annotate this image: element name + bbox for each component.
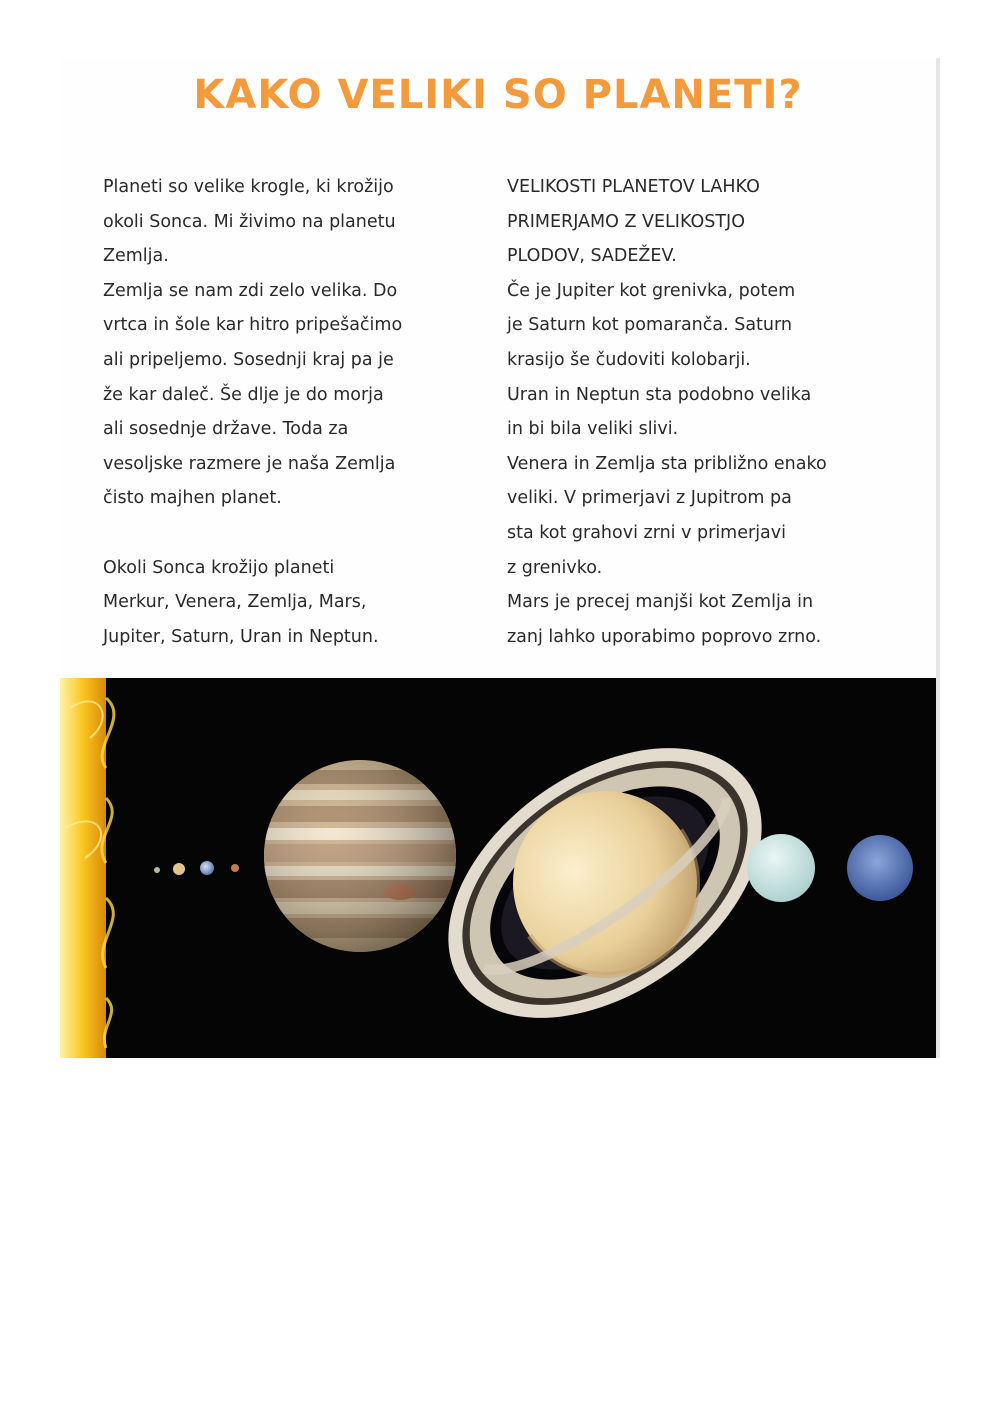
solar-system-svg xyxy=(60,678,936,1058)
paragraph-line: čisto majhen planet. xyxy=(103,488,282,509)
document-page xyxy=(60,58,936,1058)
paragraph-gap xyxy=(103,516,473,551)
paragraph-line: ali sosednje države. Toda za xyxy=(103,419,349,440)
paragraph-line: je Saturn kot pomaranča. Saturn xyxy=(507,315,792,336)
paragraph-line: vrtca in šole kar hitro pripešačimo xyxy=(103,315,403,336)
paragraph-line: že kar daleč. Še dlje je do morja xyxy=(103,384,384,405)
paragraph-line: Okoli Sonca krožijo planeti xyxy=(103,557,335,578)
paragraph-line: vesoljske razmere je naša Zemlja xyxy=(103,453,396,474)
paragraph-line: Če je Jupiter kot grenivka, potem xyxy=(507,280,796,301)
paragraph-line: krasijo še čudoviti kolobarji. xyxy=(507,349,751,370)
mercury-icon xyxy=(154,867,160,873)
paragraph-line: in bi bila veliki slivi. xyxy=(507,419,679,440)
paragraph-line: zanj lahko uporabimo poprovo zrno. xyxy=(507,626,822,647)
earth-icon xyxy=(200,861,214,875)
paragraph-line: sta kot grahovi zrni v primerjavi xyxy=(507,522,787,543)
page-title: KAKO VELIKI SO PLANETI? xyxy=(193,72,803,118)
paragraph-line: veliki. V primerjavi z Jupitrom pa xyxy=(507,488,792,509)
paragraph-line: VELIKOSTI PLANETOV LAHKO xyxy=(507,177,760,197)
solar-system-illustration xyxy=(60,678,936,1058)
paragraph-line: Venera in Zemlja sta približno enako xyxy=(507,453,827,474)
neptune-icon xyxy=(847,835,913,901)
left-text-column xyxy=(103,170,473,654)
paragraph-line: Zemlja. xyxy=(103,246,169,267)
uranus-icon xyxy=(747,834,815,902)
paragraph-line: Mars je precej manjši kot Zemlja in xyxy=(507,592,814,613)
sun-icon xyxy=(60,678,114,1058)
mars-icon xyxy=(231,864,239,872)
paragraph-line: Jupiter, Saturn, Uran in Neptun. xyxy=(103,626,379,647)
paragraph-line: Uran in Neptun sta podobno velika xyxy=(507,384,812,405)
paragraph-line: okoli Sonca. Mi živimo na planetu xyxy=(103,211,396,232)
paragraph-line: Merkur, Venera, Zemlja, Mars, xyxy=(103,592,367,613)
paragraph-line: ali pripeljemo. Sosednji kraj pa je xyxy=(103,349,394,370)
paragraph-line: PRIMERJAMO Z VELIKOSTJO xyxy=(507,211,745,232)
paragraph-line: Zemlja se nam zdi zelo velika. Do xyxy=(103,280,398,301)
page-edge-shadow xyxy=(936,58,940,1058)
paragraph-line: Planeti so velike krogle, ki krožijo xyxy=(103,177,394,197)
venus-icon xyxy=(173,863,185,875)
paragraph-line: z grenivko. xyxy=(507,557,603,578)
paragraph-line: PLODOV, SADEŽEV. xyxy=(507,246,677,267)
right-text-column xyxy=(507,170,907,654)
